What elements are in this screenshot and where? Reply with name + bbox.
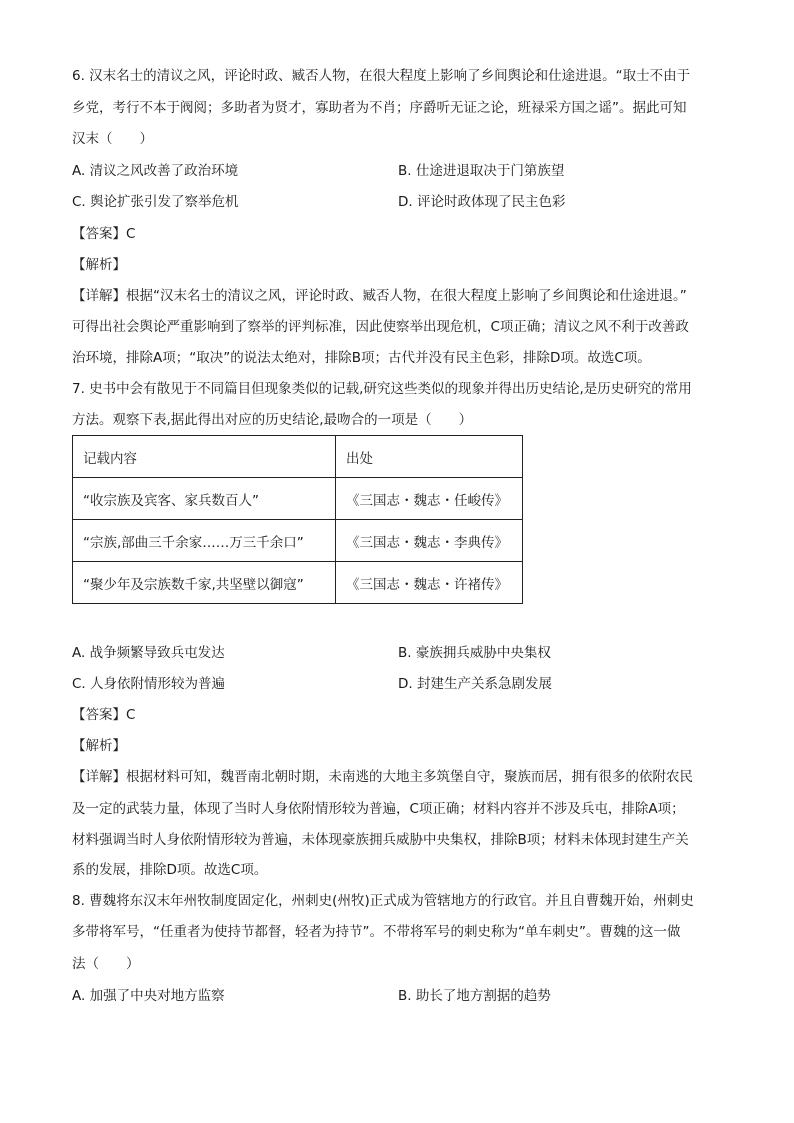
q7-answer: 【答案】C [72, 707, 136, 723]
q6-answer: 【答案】C [72, 226, 136, 242]
q7-option-b: B. 豪族拥兵威胁中央集权 [398, 645, 551, 661]
table-cell-content: “聚少年及宗族数千家,共坚壁以御寇” [73, 562, 336, 604]
q6-detail-line-3: 治环境，排除A项；“取决”的说法太绝对，排除B项；古代并没有民主色彩，排除D项。故选C项。 [72, 350, 651, 366]
q8-stem-line-3: 法（ ） [72, 956, 140, 972]
table-header-source: 出处 [336, 436, 523, 478]
q8-option-b: B. 助长了地方割据的趋势 [398, 988, 551, 1004]
q6-option-c: C. 舆论扩张引发了察举危机 [72, 194, 239, 210]
table-cell-source: 《三国志・魏志・任峻传》 [336, 478, 523, 520]
q6-analysis-label: 【解析】 [72, 257, 126, 273]
q6-stem-line-2: 乡党，考行不本于阀阅；多助者为贤才，寡助者为不肖；序爵听无证之论，班禄采方国之谣”。据此可知 [72, 100, 687, 116]
table-header-row [73, 436, 523, 478]
table-row [73, 520, 523, 562]
q7-detail-line-2: 及一定的武装力量，体现了当时人身依附情形较为普遍，C项正确；材料内容并不涉及兵屯，排除A项； [72, 801, 685, 817]
q7-option-c: C. 人身依附情形较为普遍 [72, 676, 226, 692]
q7-stem-line-1: 7. 史书中会有散见于不同篇目但现象类似的记载,研究这些类似的现象并得出历史结论,是历史研究的常用 [72, 381, 692, 397]
q7-stem-line-2: 方法。观察下表,据此得出对应的历史结论,最吻合的一项是（ ） [72, 412, 473, 428]
table-cell-source: 《三国志・魏志・许褚传》 [336, 562, 523, 604]
q7-detail-line-4: 系的发展，排除D项。故选C项。 [72, 862, 268, 878]
q6-stem-line-3: 汉末（ ） [72, 131, 153, 147]
q7-detail-line-3: 材料强调当时人身依附情形较为普遍，未体现豪族拥兵威胁中央集权，排除B项；材料未体现封建生产关 [72, 832, 689, 848]
q6-detail-line-1: 【详解】根据“汉末名士的清议之风，评论时政、臧否人物，在很大程度上影响了乡间舆论和仕途进退。” [72, 288, 687, 304]
table-row [73, 478, 523, 520]
q6-option-a: A. 清议之风改善了政治环境 [72, 163, 239, 179]
q7-analysis-label: 【解析】 [72, 738, 126, 754]
q6-stem-line-1: 6. 汉末名士的清议之风，评论时政、臧否人物，在很大程度上影响了乡间舆论和仕途进退。“取士不由于 [72, 68, 691, 84]
table-row [73, 562, 523, 604]
table-header-content: 记载内容 [73, 436, 336, 478]
table-cell-content: “宗族,部曲三千余家……万三千余口” [73, 520, 336, 562]
q8-stem-line-1: 8. 曹魏将东汉末年州牧制度固定化，州刺史(州牧)正式成为管辖地方的行政官。并且自曹魏开始，州刺史 [72, 893, 694, 909]
q6-option-b: B. 仕途进退取决于门第族望 [398, 163, 565, 179]
q7-option-d: D. 封建生产关系急剧发展 [398, 676, 552, 692]
q8-option-a: A. 加强了中央对地方监察 [72, 988, 225, 1004]
q7-record-table [72, 435, 523, 604]
q7-option-a: A. 战争频繁导致兵屯发达 [72, 645, 225, 661]
q8-stem-line-2: 多带将军号，“任重者为使持节都督，轻者为持节”。不带将军号的刺史称为“单车刺史”。曹魏的这一做 [72, 924, 681, 940]
q7-detail-line-1: 【详解】根据材料可知，魏晋南北朝时期，未南逃的大地主多筑堡自守，聚族而居，拥有很多的依附农民 [72, 769, 693, 785]
q6-detail-line-2: 可得出社会舆论严重影响到了察举的评判标准，因此使察举出现危机，C项正确；清议之风不利于改善政 [72, 319, 689, 335]
table-cell-source: 《三国志・魏志・李典传》 [336, 520, 523, 562]
q6-option-d: D. 评论时政体现了民主色彩 [398, 194, 566, 210]
table-cell-content: “收宗族及宾客、家兵数百人” [73, 478, 336, 520]
